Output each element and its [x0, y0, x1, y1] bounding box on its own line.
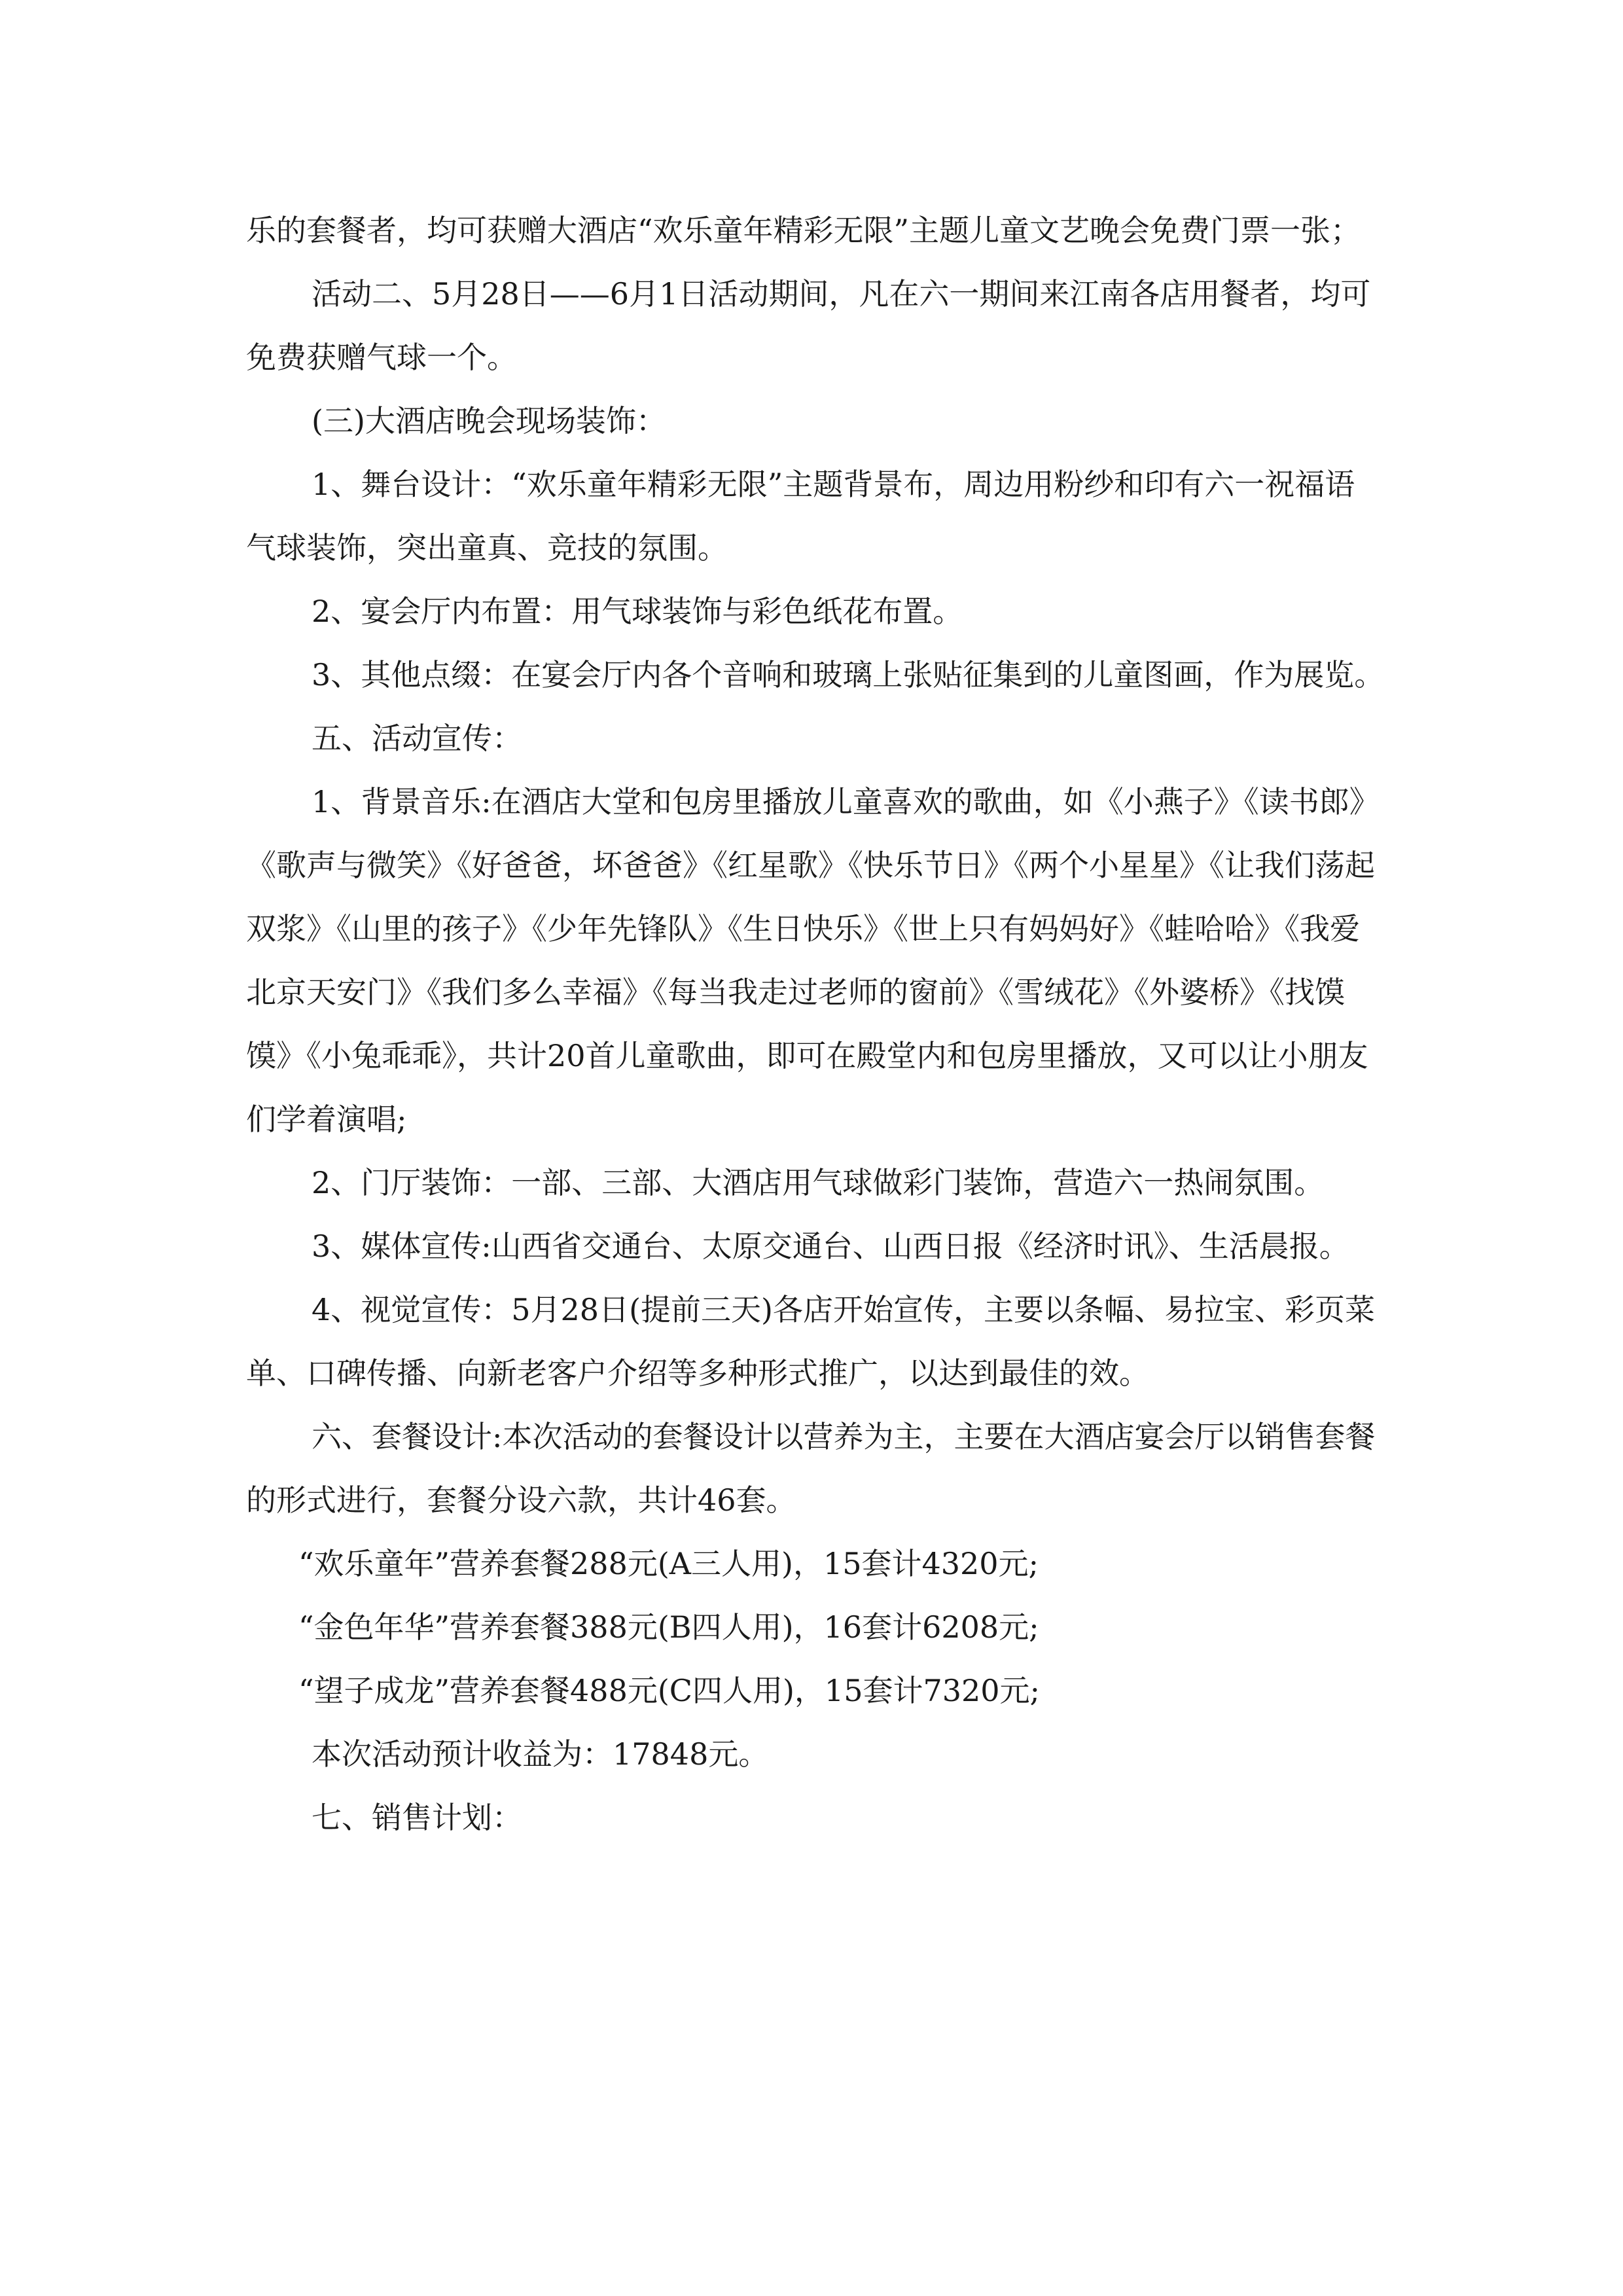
section-heading-promotion: 五、活动宣传：: [312, 721, 522, 756]
paragraph-visual-promotion: 4、视觉宣传：5月28日(提前三天)各店开始宣传，主要以条幅、易拉宝、彩页菜单、口碑传播、向新老客户介绍等多种形式推广，以达到最佳的效。: [246, 1292, 1375, 1391]
set-meal-item-hope-for-success: “望子成龙”营养套餐488元(C四人用)，15套计7320元;: [298, 1673, 1041, 1708]
document-body: [246, 199, 1385, 1850]
set-meal-item-golden-years: “金色年华”营养套餐388元(B四人用)，16套计6208元;: [298, 1609, 1039, 1645]
paragraph-banquet-hall-layout: 2、宴会厅内布置：用气球装饰与彩色纸花布置。: [312, 594, 963, 629]
paragraph-lobby-decoration: 2、门厅装饰：一部、三部、大酒店用气球做彩门装饰，营造六一热闹氛围。: [312, 1165, 1325, 1200]
section-heading-set-meal-design: 六、套餐设计:本次活动的套餐设计以营养为主，主要在大酒店宴会厅以销售套餐的形式进行，套餐分设六款，共计46套。: [246, 1419, 1376, 1518]
paragraph-gift-ticket: 乐的套餐者，均可获赠大酒店“欢乐童年精彩无限”主题儿童文艺晚会免费门票一张；: [246, 213, 1361, 248]
section-heading-sales-plan: 七、销售计划：: [312, 1800, 522, 1835]
paragraph-media-promotion: 3、媒体宣传:山西省交通台、太原交通台、山西日报《经济时讯》、生活晨报。: [312, 1229, 1349, 1264]
section-heading-venue-decoration: (三)大酒店晚会现场装饰：: [312, 403, 666, 439]
paragraph-expected-revenue: 本次活动预计收益为：17848元。: [312, 1736, 769, 1772]
paragraph-stage-design: 1、舞台设计：“欢乐童年精彩无限”主题背景布，周边用粉纱和印有六一祝福语气球装饰，突出童真、竞技的氛围。: [246, 467, 1355, 565]
paragraph-activity-two: 活动二、5月28日——6月1日活动期间，凡在六一期间来江南各店用餐者，均可免费获赠气球一个。: [246, 276, 1371, 375]
paragraph-other-decorations: 3、其他点缀：在宴会厅内各个音响和玻璃上张贴征集到的儿童图画，作为展览。: [312, 657, 1385, 692]
set-meal-item-happy-childhood: “欢乐童年”营养套餐288元(A三人用)，15套计4320元;: [298, 1546, 1039, 1581]
paragraph-background-music: 1、背景音乐:在酒店大堂和包房里播放儿童喜欢的歌曲，如《小燕子》《读书郎》《歌声与微笑》《好爸爸，坏爸爸》《红星歌》《快乐节日》《两个小星星》《让我们荡起双浆》《山里的孩子》《少年先锋队》《生日快乐》《世上只有妈妈好》《蛙哈哈》《我爱北京天安门》《我们多么幸福》《每当我走过老师的窗前》《雪绒花》《外婆桥》《找馍馍》《小兔乖乖》，共计20首儿童歌曲，即可在殿堂内和包房里播放，又可以让小朋友们学着演唱;: [246, 784, 1380, 1137]
